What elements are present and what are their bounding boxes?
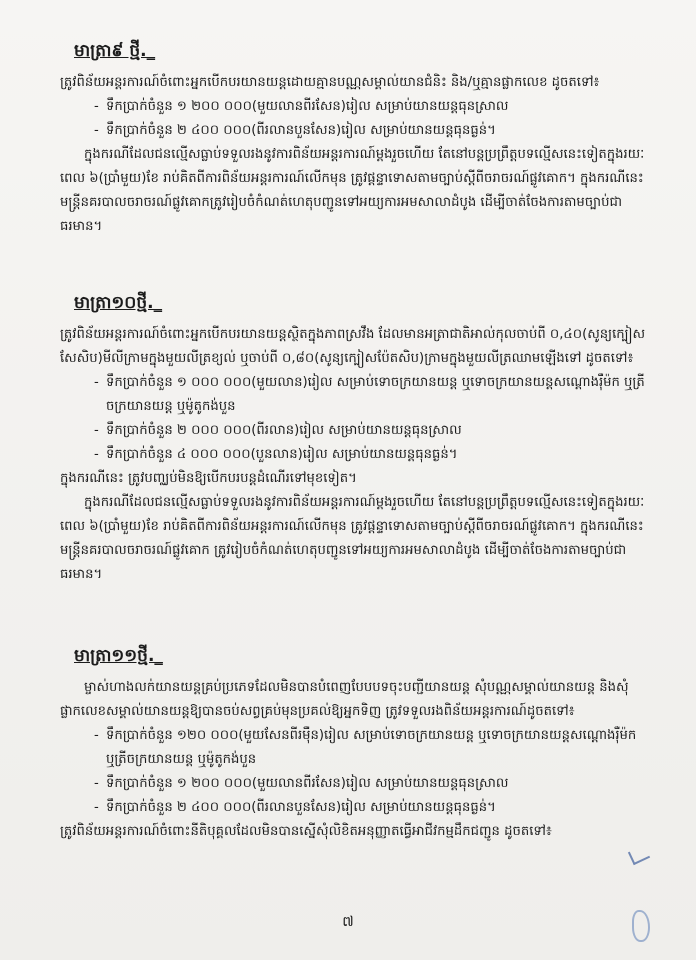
list-item: - ទឹកប្រាក់ចំនួន ១២០ ០០០(មួយសែនពីរម៉ឺន)រៀល សម្រាប់ទោចក្រយានយន្ត ឬទោចក្រយានយន្តសណ្តោងរ៉ឺម៉ក ឬត្រីចក្រយានយន្ត ឬម៉ូតូកង់បួន — [106, 724, 648, 772]
list-item: - ទឹកប្រាក់ចំនួន ២ ៤០០ ០០០(ពីរលានបួនសែន)រៀល សម្រាប់យានយន្តធុនធ្ងន់។ — [106, 796, 648, 820]
article-9-repeat-offence: ក្នុងករណីដែលជនល្មើសធ្លាប់ទទួលរងនូវការពិន័យអន្តរការណ៍ម្តងរួចហើយ តែនៅបន្តប្រព្រឹត្តបទល្មើសនេះទៀតក្នុងរយៈពេល ៦(ប្រាំមួយ)ខែ រាប់គិតពីការពិន័យអន្តរការណ៍លើកមុន ត្រូវផ្តន្ទាទោសតាមច្បាប់ស្តីពីចរាចរណ៍ផ្លូវគោក។ ក្នុងករណីនេះ មន្ត្រីនគរបាលចរាចរណ៍ផ្លូវគោកត្រូវរៀបចំកំណត់ហេតុបញ្ជូនទៅអយ្យការអមសាលាដំបូង ដើម្បីចាត់ចែងការតាមច្បាប់ជាធរមាន។ — [60, 147, 645, 234]
article-10 — [60, 292, 648, 587]
article-9-intro: ត្រូវពិន័យអន្តរការណ៍ចំពោះអ្នកបើកបរយានយន្តដោយគ្មានបណ្ណសម្គាល់យានជំនិះ និង/ឬគ្មានផ្លាកលេខ ដូចតទៅ៖ — [60, 75, 600, 90]
list-item: - ទឹកប្រាក់ចំនួន ២ ៤០០ ០០០(ពីរលានបួនសែន)រៀល សម្រាប់យានយន្តធុនធ្ងន់។ — [106, 119, 648, 143]
handwritten-mark — [632, 910, 650, 942]
page-number: ៧ — [342, 914, 354, 930]
list-item: - ទឹកប្រាក់ចំនួន ៤ ០០០ ០០០(បួនលាន)រៀល សម្រាប់យានយន្តធុនធ្ងន់។ — [106, 443, 648, 467]
article-10-repeat-offence: ក្នុងករណីដែលជនល្មើសធ្លាប់ទទួលរងនូវការពិន័យអន្តរការណ៍ម្តងរួចហើយ តែនៅបន្តប្រព្រឹត្តបទល្មើសនេះទៀតក្នុងរយៈពេល ៦(ប្រាំមួយ)ខែ រាប់គិតពីការពិន័យអន្តរការណ៍លើកមុន ត្រូវផ្តន្ទាទោសតាមច្បាប់ស្តីពីចរាចរណ៍ផ្លូវគោក។ ក្នុងករណីនេះមន្ត្រីនគរបាលចរាចរណ៍ផ្លូវគោក ត្រូវរៀបចំកំណត់ហេតុបញ្ជូនទៅអយ្យការអមសាលាដំបូង ដើម្បីចាត់ចែងការតាមច្បាប់ជាធរមាន។ — [60, 495, 645, 582]
article-10-case-note: ក្នុងករណីនេះ ត្រូវបញ្ឈប់មិនឱ្យបើកបរបន្តដំណើរទៅមុខទៀត។ — [60, 471, 357, 486]
pen-tick-mark — [628, 845, 650, 865]
article-10-fine-list — [60, 371, 648, 467]
list-item: - ទឹកប្រាក់ចំនួន ១ ០០០ ០០០(មួយលាន)រៀល សម្រាប់ទោចក្រយានយន្ត ឬទោចក្រយានយន្តសណ្តោងរ៉ឺម៉ក ឬត្រីចក្រយានយន្ត ឬម៉ូតូកង់បួន — [106, 371, 648, 419]
article-10-heading: មាត្រា១០ថ្មី._ — [74, 293, 163, 313]
article-9-heading: មាត្រា៩ ថ្មី._ — [74, 41, 156, 61]
article-11-intro: ម្ចាស់ហាងលក់យានយន្តគ្រប់ប្រភេទដែលមិនបានបំពេញបែបបទចុះបញ្ជីយានយន្ត សុំបណ្ណសម្គាល់យានយន្ត និងសុំផ្លាកលេខសម្គាល់យានយន្តឱ្យបានចប់សព្វគ្រប់មុនប្រគល់ឱ្យអ្នកទិញ ត្រូវទទួលរងពិន័យអន្តរការណ៍ដូចតទៅ៖ — [60, 680, 629, 719]
article-11-fine-list — [60, 724, 648, 820]
article-11-legal-entity-clause: ត្រូវពិន័យអន្តរការណ៍ចំពោះនីតិបុគ្គលដែលមិនបានស្នើសុំលិខិតអនុញ្ញាតធ្វើអាជីវកម្មដឹកជញ្ជូន ដូចតទៅ៖ — [60, 824, 552, 839]
article-11 — [60, 645, 648, 844]
article-9-fine-list — [60, 95, 648, 143]
article-9 — [60, 40, 648, 239]
article-10-intro: ត្រូវពិន័យអន្តរការណ៍ចំពោះអ្នកបើកបរយានយន្តស្ថិតក្នុងភាពស្រវឹង ដែលមានអត្រាជាតិអាល់កុលចាប់ពី ០,៤០(សូន្យក្បៀសសែសិប)មីលីក្រាមក្នុងមួយលីត្រខ្យល់ ឬចាប់ពី ០,៨០(សូន្យក្បៀសប៉ែតសិប)ក្រាមក្នុងមួយលីត្រឈាមឡើងទៅ ដូចតទៅ៖ — [60, 327, 646, 366]
list-item: - ទឹកប្រាក់ចំនួន ១ ២០០ ០០០(មួយលានពីរសែន)រៀល សម្រាប់យានយន្តធុនស្រាល — [106, 772, 648, 796]
list-item: - ទឹកប្រាក់ចំនួន ២ ០០០ ០០០(ពីរលាន)រៀល សម្រាប់យានយន្តធុនស្រាល — [106, 419, 648, 443]
list-item: - ទឹកប្រាក់ចំនួន ១ ២០០ ០០០(មួយលានពីរសែន)រៀល សម្រាប់យានយន្តធុនស្រាល — [106, 95, 648, 119]
article-11-heading: មាត្រា១១ថ្មី._ — [74, 646, 163, 666]
